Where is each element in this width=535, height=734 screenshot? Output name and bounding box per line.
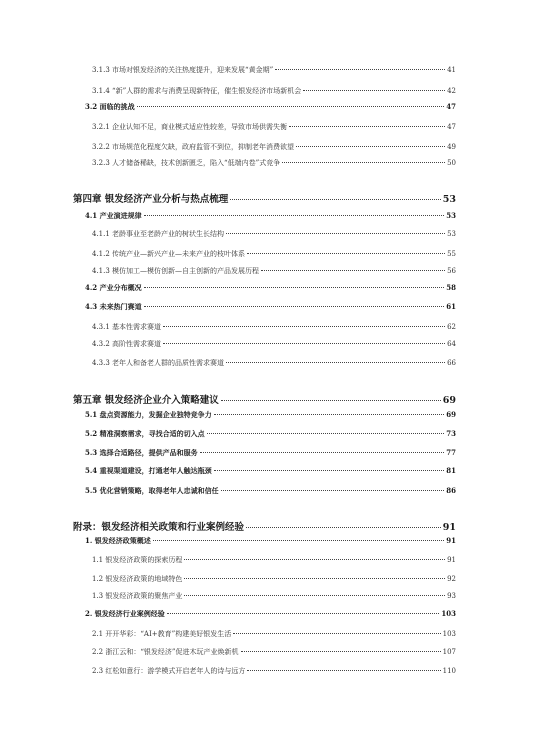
toc-section-entry[interactable] <box>85 536 456 546</box>
toc-dot-leader <box>214 470 445 471</box>
toc-page-number: 91 <box>447 556 456 564</box>
toc-page-number: 92 <box>447 575 456 583</box>
toc-page-number: 64 <box>447 340 456 348</box>
toc-page-number: 53 <box>442 194 456 205</box>
toc-subsection-entry[interactable] <box>92 666 456 676</box>
toc-subsection-entry[interactable] <box>92 249 456 259</box>
toc-subsection-entry[interactable] <box>92 555 456 565</box>
toc-dot-leader <box>289 126 445 127</box>
toc-page-number: 103 <box>441 609 456 618</box>
toc-entry-title: 4.3 未来热门赛道 <box>85 302 142 311</box>
toc-dot-leader <box>184 559 445 560</box>
toc-dot-leader <box>246 527 441 528</box>
toc-subsection-entry[interactable] <box>92 266 456 276</box>
toc-section-entry[interactable] <box>85 486 456 496</box>
toc-dot-leader <box>241 651 441 652</box>
toc-section-entry[interactable] <box>85 102 456 112</box>
toc-entry-title: 3.2 面临的挑战 <box>85 102 135 111</box>
toc-section-entry[interactable] <box>85 211 456 221</box>
toc-section-entry[interactable] <box>85 448 456 458</box>
toc-dot-leader <box>221 490 445 491</box>
toc-entry-title: 5.5 优化营销策略，取得老年人忠诚和信任 <box>85 486 219 495</box>
toc-entry-title: 1.3 银发经济政策的聚焦产业 <box>92 592 183 600</box>
toc-section-entry[interactable] <box>85 410 456 420</box>
toc-entry-title: 2.3 红松如意行：游学模式开启老年人的诗与远方 <box>92 667 246 675</box>
toc-dot-leader <box>221 400 441 401</box>
toc-entry-title: 5.4 重视渠道建设，打通老年人触达瓶颈 <box>85 466 212 475</box>
toc-page-number: 53 <box>446 211 456 220</box>
toc-page-number: 49 <box>447 143 456 151</box>
toc-dot-leader <box>230 199 440 200</box>
toc-dot-leader <box>233 633 440 634</box>
toc-page-number: 41 <box>447 66 456 74</box>
toc-dot-leader <box>261 270 445 271</box>
toc-dot-leader <box>247 253 445 254</box>
toc-page-number: 110 <box>442 667 456 675</box>
toc-subsection-entry[interactable] <box>92 574 456 584</box>
toc-entry-title: 4.1.2 传统产业—新兴产业—未来产业的枝叶体系 <box>92 250 246 258</box>
toc-dot-leader <box>153 540 445 541</box>
toc-page-number: 50 <box>447 159 456 167</box>
toc-subsection-entry[interactable] <box>92 142 456 152</box>
toc-page-number: 66 <box>447 359 456 367</box>
toc-entry-title: 3.2.2 市场规范化程度欠缺，政府监管不到位，抑制老年消费欲望 <box>92 143 295 151</box>
toc-entry-title: 4.2 产业分布概况 <box>85 283 142 292</box>
toc-subsection-entry[interactable] <box>92 229 456 239</box>
toc-entry-title: 2.2 浙江云和：“银发经济”促进木玩产业焕新机 <box>92 648 239 656</box>
toc-page-number: 56 <box>447 267 456 275</box>
toc-page-number: 55 <box>447 250 456 258</box>
toc-dot-leader <box>200 452 445 453</box>
toc-entry-title: 1. 银发经济政策概述 <box>85 536 151 545</box>
toc-entry-title: 4.1 产业演进规律 <box>85 211 142 220</box>
toc-subsection-entry[interactable] <box>92 358 456 368</box>
toc-section-entry[interactable] <box>85 429 456 439</box>
toc-entry-title: 附录：银发经济相关政策和行业案例经验 <box>73 522 245 533</box>
toc-page-number: 91 <box>446 536 456 545</box>
toc-subsection-entry[interactable] <box>92 158 456 168</box>
toc-dot-leader <box>303 90 445 91</box>
toc-entry-title: 3.1.4 “新”人群的需求与消费呈现新特征，催生银发经济市场新机会 <box>92 87 302 95</box>
toc-section-entry[interactable] <box>85 283 456 293</box>
toc-entry-title: 4.3.1 基本性需求赛道 <box>92 323 162 331</box>
toc-dot-leader <box>296 146 445 147</box>
toc-page-number: 73 <box>446 429 456 438</box>
toc-entry-title: 3.1.3 市场对银发经济的关注热度提升，迎来发展“黄金期” <box>92 66 274 74</box>
toc-subsection-entry[interactable] <box>92 122 456 132</box>
toc-page-number: 91 <box>442 522 456 533</box>
toc-dot-leader <box>144 287 445 288</box>
toc-page-number: 42 <box>447 87 456 95</box>
toc-page-number: 107 <box>442 648 456 656</box>
toc-dot-leader <box>144 215 445 216</box>
toc-section-entry[interactable] <box>85 466 456 476</box>
toc-page-number: 62 <box>447 323 456 331</box>
toc-entry-title: 2.1 开开华彩：“AI+教育”构建美好银发生活 <box>92 630 232 638</box>
toc-dot-leader <box>275 69 445 70</box>
toc-dot-leader <box>282 162 445 163</box>
toc-page-number: 69 <box>446 410 456 419</box>
toc-chapter-entry[interactable] <box>73 519 456 533</box>
toc-entry-title: 5.2 精准洞察需求，寻找合适的切入点 <box>85 429 205 438</box>
toc-subsection-entry[interactable] <box>92 647 456 657</box>
toc-page-number: 53 <box>447 230 456 238</box>
toc-dot-leader <box>214 414 445 415</box>
toc-entry-title: 2. 银发经济行业案例经验 <box>85 609 165 618</box>
toc-page-number: 77 <box>446 448 456 457</box>
toc-chapter-entry[interactable] <box>73 392 456 406</box>
toc-dot-leader <box>247 670 440 671</box>
toc-entry-title: 1.2 银发经济政策的地域特色 <box>92 575 183 583</box>
toc-dot-leader <box>163 326 445 327</box>
toc-entry-title: 1.1 银发经济政策的探索历程 <box>92 556 183 564</box>
toc-page-number: 69 <box>442 395 456 406</box>
toc-page-number: 58 <box>446 283 456 292</box>
toc-entry-title: 4.3.2 高阶性需求赛道 <box>92 340 162 348</box>
toc-entry-title: 4.3.3 老年人和备老人群的品质性需求赛道 <box>92 359 225 367</box>
toc-page-number: 61 <box>446 302 456 311</box>
toc-dot-leader <box>167 613 440 614</box>
toc-entry-title: 4.1.1 老龄事业至老龄产业的树状生长结构 <box>92 230 225 238</box>
toc-subsection-entry[interactable] <box>92 86 456 96</box>
toc-entry-title: 4.1.3 模仿加工—模仿创新—自主创新的产品发展历程 <box>92 267 260 275</box>
toc-entry-title: 3.2.3 人才储备稀缺，技术创新匮乏，陷入“低端内卷”式竞争 <box>92 159 281 167</box>
toc-dot-leader <box>226 362 445 363</box>
toc-subsection-entry[interactable] <box>92 322 456 332</box>
toc-page-number: 86 <box>446 486 456 495</box>
toc-page-number: 103 <box>442 630 456 638</box>
toc-page-number: 47 <box>447 123 456 131</box>
toc-page-number: 81 <box>446 466 456 475</box>
toc-subsection-entry[interactable] <box>92 339 456 349</box>
toc-page-number: 47 <box>446 102 456 111</box>
toc-dot-leader <box>144 306 445 307</box>
toc-dot-leader <box>184 595 445 596</box>
toc-section-entry[interactable] <box>85 609 456 619</box>
toc-subsection-entry[interactable] <box>92 65 456 75</box>
toc-chapter-entry[interactable] <box>73 191 456 205</box>
toc-entry-title: 3.2.1 企业认知不足，商业模式适应性较差，导致市场供需失衡 <box>92 123 288 131</box>
toc-dot-leader <box>137 106 445 107</box>
toc-section-entry[interactable] <box>85 302 456 312</box>
toc-entry-title: 5.3 选择合适路径，提供产品和服务 <box>85 448 198 457</box>
toc-dot-leader <box>226 233 445 234</box>
toc-subsection-entry[interactable] <box>92 591 456 601</box>
toc-entry-title: 5.1 盘点资源能力，发掘企业独特竞争力 <box>85 410 212 419</box>
toc-dot-leader <box>207 433 445 434</box>
toc-dot-leader <box>163 343 445 344</box>
toc-dot-leader <box>184 578 445 579</box>
toc-page-number: 93 <box>447 592 456 600</box>
toc-subsection-entry[interactable] <box>92 629 456 639</box>
toc-entry-title: 第四章 银发经济产业分析与热点梳理 <box>73 194 229 205</box>
toc-entry-title: 第五章 银发经济企业介入策略建议 <box>73 395 219 406</box>
